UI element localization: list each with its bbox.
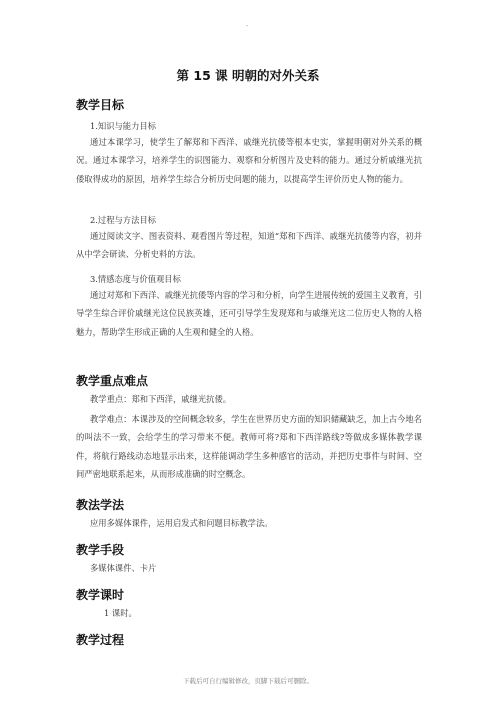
heading-means: 教学手段 xyxy=(76,543,125,557)
page-title: 第 15 课 明朝的对外关系 xyxy=(176,68,320,83)
methods-text: 应用多媒体课件，运用启发式和问题目标教学法。 xyxy=(90,518,273,528)
hours-text: 1 课时。 xyxy=(104,608,137,618)
objective-2-text: 通过阅读文字、图表资料、观看图片等过程，知道“郑和下西洋、戚继光抗倭等内容，初并从中学会研读、分析史料的方法。 xyxy=(76,231,422,260)
heading-key-points: 教学重点难点 xyxy=(76,374,149,388)
heading-process: 教学过程 xyxy=(76,633,125,647)
objective-3-text: 通过对郑和下西洋、戚继光抗倭等内容的学习和分析，向学生进展传统的爱国主义教育，引导学生综合评价戚继光这位民族英雄，还可引导学生发现郑和与戚继光这二位历史人物的人格魅力，帮助学生形成正确的人生观和健全的人格。 xyxy=(76,290,422,337)
heading-hours: 教学课时 xyxy=(76,588,125,602)
heading-methods: 教法学法 xyxy=(76,498,125,512)
objective-2-title: 2.过程与方法目标 xyxy=(90,215,156,225)
key-point-difficulty: 教学难点：本课涉及的空间概念较多，学生在世界历史方面的知识储藏缺乏，加上古今地名的叫法不一致，会给学生的学习带来不便。教师可将?郑和下西洋路线?等做成多媒体教学课件，将航行路线动态地显示出来，这样能调动学生多种感官的活动，并把历史事件与时间、空间严密地联系起来，从而形成准确的时空概念。 xyxy=(76,414,422,479)
heading-objectives: 教学目标 xyxy=(76,98,125,112)
header-mark: - xyxy=(246,22,249,30)
page-footer: 下载后可自行编辑修改，页脚下载后可删除。 xyxy=(183,677,313,685)
objective-3-title: 3.情感态度与价值观目标 xyxy=(90,274,181,284)
objective-1-title: 1.知识与能力目标 xyxy=(90,121,156,131)
key-point-focus: 教学重点：郑和下西洋，戚继光抗倭。 xyxy=(90,394,232,404)
objective-1-text: 通过本课学习，使学生了解郑和下西洋、戚继光抗倭等根本史实，掌握明朝对外关系的概况。通过本课学习，培养学生的识图能力、观察和分析图片及史料的能力。通过分析戚继光抗倭取得成功的原因，培养学生综合分析历史问题的能力，以提高学生评价历史人物的能力。 xyxy=(76,137,422,184)
means-text: 多媒体课件、卡片 xyxy=(90,563,157,573)
